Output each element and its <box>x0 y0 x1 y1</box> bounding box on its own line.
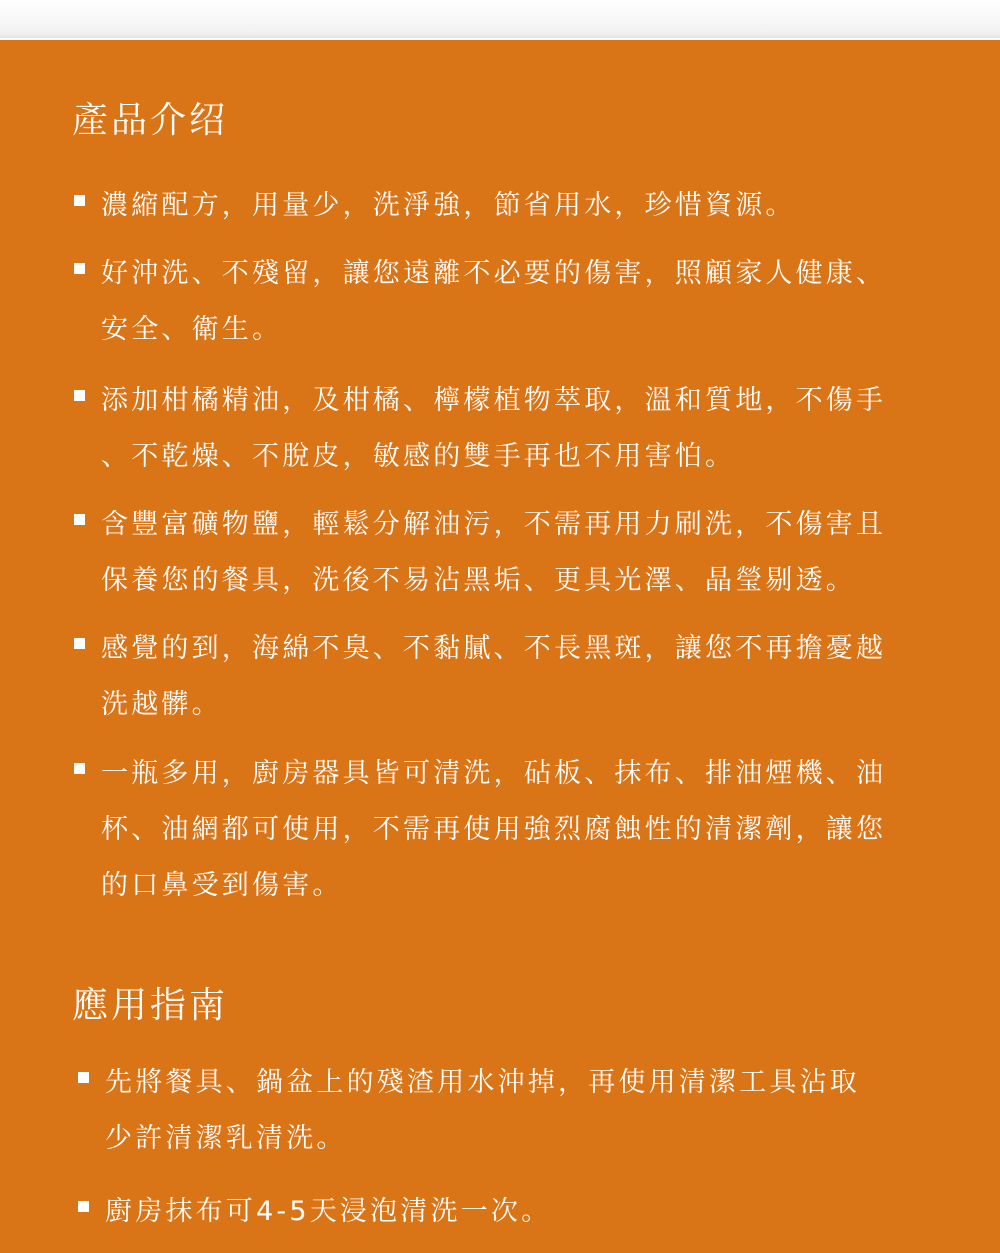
bullet-icon <box>74 514 85 525</box>
section-title-usage-guide: 應用指南 <box>72 985 229 1026</box>
item-text-line: 、不乾燥、不脫皮，敏感的雙手再也不用害怕。 <box>101 441 736 472</box>
item-text-line: 杯、油網都可使用，不需再使用強烈腐蝕性的清潔劑，讓您 <box>101 814 887 845</box>
list-item <box>74 746 886 914</box>
item-text-line: 安全、衛生。 <box>101 314 283 345</box>
list-item <box>78 1055 860 1167</box>
list-item <box>74 497 886 609</box>
list-item <box>78 1184 551 1240</box>
list-item <box>74 621 886 733</box>
item-text-line: 廚房抹布可4-5天浸泡清洗一次。 <box>105 1196 552 1227</box>
item-text-line: 濃縮配方，用量少，洗淨強，節省用水，珍惜資源。 <box>101 190 796 221</box>
list-item <box>74 246 886 358</box>
item-text-line: 好沖洗、不殘留，讓您遠離不必要的傷害，照顧家人健康、 <box>101 258 887 289</box>
item-text-line: 保養您的餐具，洗後不易沾黑垢、更具光澤、晶瑩剔透。 <box>101 565 856 596</box>
item-text-line: 洗越髒。 <box>101 689 222 720</box>
bullet-icon <box>74 390 85 401</box>
bullet-icon <box>78 1072 89 1083</box>
item-text-line: 少許清潔乳清洗。 <box>105 1123 347 1154</box>
item-text-line: 一瓶多用，廚房器具皆可清洗，砧板、抹布、排油煙機、油 <box>101 758 887 789</box>
item-text-line: 含豐富礦物鹽，輕鬆分解油污，不需再用力刷洗，不傷害且 <box>101 509 887 540</box>
item-text-line: 先將餐具、鍋盆上的殘渣用水沖掉，再使用清潔工具沾取 <box>105 1067 860 1098</box>
bullet-icon <box>74 638 85 649</box>
bullet-icon <box>74 195 85 206</box>
item-text-line: 添加柑橘精油，及柑橘、檸檬植物萃取，溫和質地，不傷手 <box>101 385 887 416</box>
list-item <box>74 178 796 234</box>
bullet-icon <box>78 1201 89 1212</box>
item-text-line: 的口鼻受到傷害。 <box>101 870 343 901</box>
product-info-panel <box>0 40 1000 1253</box>
section-title-product-intro: 產品介绍 <box>72 100 229 141</box>
top-strip <box>0 0 1000 38</box>
item-text-line: 感覺的到，海綿不臭、不黏膩、不長黑斑，讓您不再擔憂越 <box>101 633 887 664</box>
list-item <box>74 373 886 485</box>
bullet-icon <box>74 763 85 774</box>
bullet-icon <box>74 263 85 274</box>
